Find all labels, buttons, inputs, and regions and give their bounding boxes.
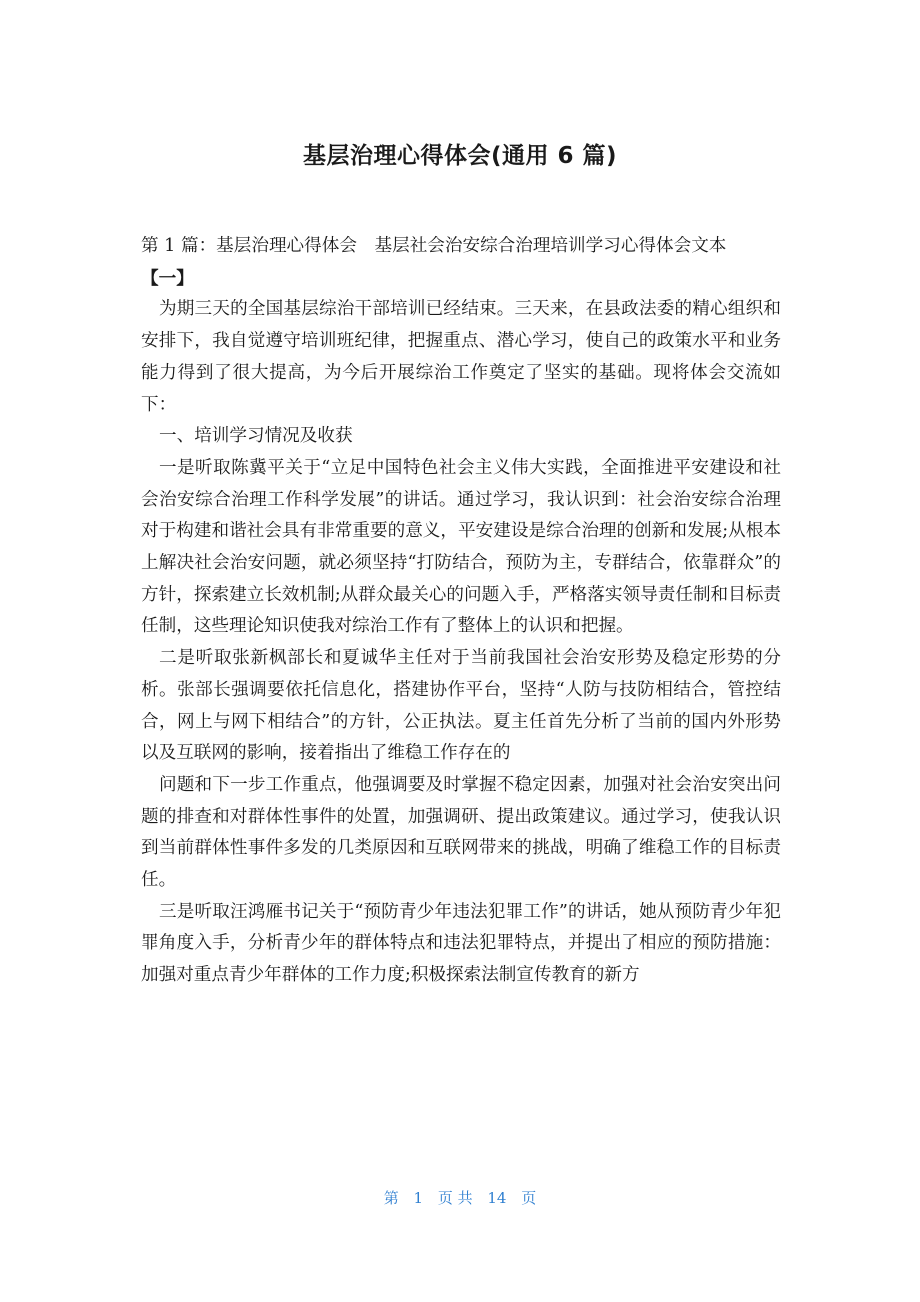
footer-label-pages: 页 xyxy=(521,1189,537,1207)
paragraph: 一、培训学习情况及收获 xyxy=(159,426,353,447)
paragraph: 一是听取陈冀平关于“立足中国特色社会主义伟大实践，全面推进平安建设和社会治安综合治理工作科学发展”的讲话。通过学习，我认识到：社会治安综合治理对于构建和谐社会具有非常重要的意义，平安建设是综合治理的创新和发展;从根本上解决社会治安问题，就必须坚持“打防结合，预防为主，专群结合，依靠群众”的方针，探索建立长效机制;从群众最关心的问题入手，严格落实领导责任制和目标责任制，这些理论知识使我对综治工作有了整体上的认识和把握。 xyxy=(141,457,781,637)
page-footer xyxy=(0,1186,920,1210)
footer-total-pages: 14 xyxy=(487,1189,507,1207)
section-heading: 第 1 篇：基层治理心得体会 基层社会治安综合治理培训学习心得体会文本 xyxy=(141,236,727,256)
paragraph: 三是听取汪鸿雁书记关于“预防青少年违法犯罪工作”的讲话，她从预防青少年犯罪角度入手，分析青少年的群体特点和违法犯罪特点，并提出了相应的预防措施：加强对重点青少年群体的工作力度;积极探索法制宣传教育的新方 xyxy=(141,901,781,986)
footer-label-page: 第 xyxy=(383,1189,399,1207)
document-body xyxy=(141,231,781,992)
footer-current-page: 1 xyxy=(413,1189,424,1207)
paragraph: 问题和下一步工作重点，他强调要及时掌握不稳定因素，加强对社会治安突出问题的排查和对群体性事件的处置，加强调研、提出政策建议。通过学习，使我认识到当前群体性事件多发的几类原因和互联网带来的挑战，明确了维稳工作的目标责任。 xyxy=(141,774,781,891)
paragraph: 为期三天的全国基层综治干部培训已经结束。三天来，在县政法委的精心组织和安排下，我自觉遵守培训班纪律，把握重点、潜心学习，使自己的政策水平和业务能力得到了很大提高，为今后开展综治工作奠定了坚实的基础。现将体会交流如下： xyxy=(141,299,781,415)
document-title: 基层治理心得体会(通用 6 篇) xyxy=(302,143,618,169)
paragraph: 二是听取张新枫部长和夏诚华主任对于当前我国社会治安形势及稳定形势的分析。张部长强调要依托信息化，搭建协作平台，坚持“人防与技防相结合，管控结合，网上与网下相结合”的方针，公正执法。夏主任首先分析了当前的国内外形势以及互联网的影响，接着指出了维稳工作存在的 xyxy=(141,648,781,764)
footer-label-of: 页 共 xyxy=(437,1189,473,1207)
section-subheading: 【一】 xyxy=(141,267,194,289)
